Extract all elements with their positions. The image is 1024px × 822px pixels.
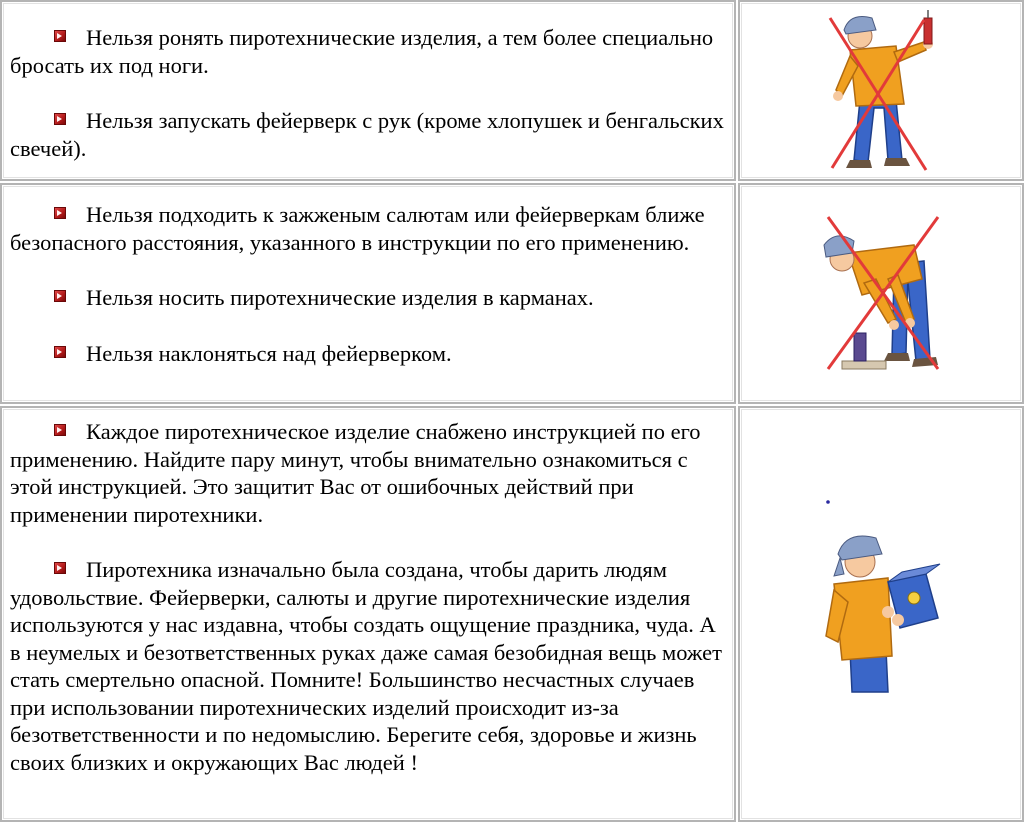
rule-paragraph: Нельзя носить пиротехнические изделия в карманах.: [10, 284, 728, 312]
red-bullet-icon: [54, 562, 66, 574]
rule-text-cell-2: [0, 183, 736, 404]
rule-paragraph: Пиротехника изначально была создана, чтобы дарить людям удовольствие. Фейерверки, салюты и другие пиротехнические изделия используются у нас издавна, чтобы создать ощущение праздника, чуда. А в неумелых и безответственных руках даже самая безобидная вещь может стать смертельно опасной. Помните! Большинство несчастных случаев при использовании пиротехнических изделий происходит из-за безответственности и по недомыслию. Берегите себя, здоровье и жизнь своих близких и окружающих Вас людей !: [10, 557, 722, 775]
rule-paragraph: Нельзя наклоняться над фейерверком.: [10, 340, 728, 368]
red-bullet-icon: [54, 424, 66, 436]
rule-row-1: [0, 0, 1024, 181]
rule-text-cell-1: [0, 0, 736, 181]
rule-row-2: [0, 183, 1024, 404]
rule-image-cell-1: [738, 0, 1024, 181]
rule-image-cell-2: [738, 183, 1024, 404]
man-bending-over-firework-crossed-out-icon: [738, 183, 1024, 404]
rule-paragraph: Нельзя подходить к зажженым салютам или фейерверкам ближе безопасного расстояния, указанного в инструкции по его применению.: [10, 202, 705, 255]
rule-paragraph: Нельзя ронять пиротехнические изделия, а тем более специально бросать их под ноги.: [10, 25, 714, 78]
rule-paragraph: Нельзя запускать фейерверк с рук (кроме хлопушек и бенгальских свечей).: [10, 108, 724, 161]
rule-text-cell-3: [0, 406, 736, 822]
man-holding-firework-crossed-out-icon: [738, 0, 1024, 181]
red-bullet-icon: [54, 113, 66, 125]
rule-image-cell-3: [738, 406, 1024, 822]
rule-paragraph: Каждое пиротехническое изделие снабжено инструкцией по его применению. Найдите пару минут, чтобы внимательно ознакомиться с этой инструкцией. Это защитит Вас от ошибочных действий при применении пиротехники.: [10, 419, 701, 527]
man-reading-instruction-box-icon: [738, 406, 1024, 822]
red-bullet-icon: [54, 30, 66, 42]
rule-row-3: [0, 406, 1024, 822]
red-bullet-icon: [54, 290, 66, 302]
red-bullet-icon: [54, 346, 66, 358]
red-bullet-icon: [54, 207, 66, 219]
